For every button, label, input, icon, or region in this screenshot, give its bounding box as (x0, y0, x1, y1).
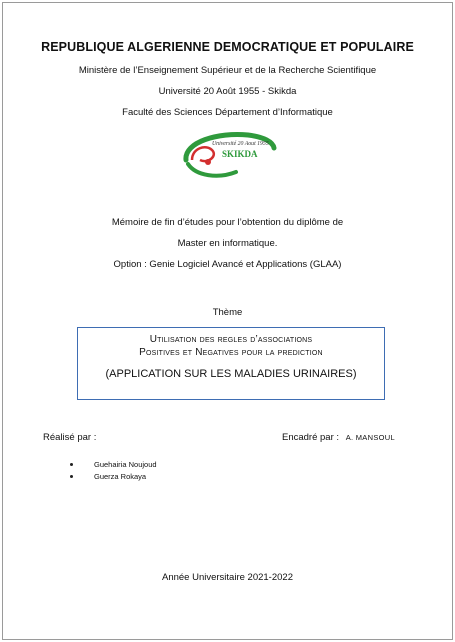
memoire-line: Mémoire de fin d’études pour l’obtention du diplôme de (111, 217, 344, 228)
theme-title-line-2: Positives et Negatives pour la prediction (139, 347, 323, 358)
theme-box (77, 327, 385, 400)
student-list (70, 459, 157, 483)
encadre-line (282, 432, 395, 443)
list-item (70, 471, 157, 482)
faculty-line: Faculté des Sciences Département d’Informatique (122, 107, 333, 118)
university-line: Université 20 Août 1955 - Skikda (158, 86, 297, 97)
supervisor-name: A. MANSOUL (345, 433, 395, 442)
academic-year: Année Universitaire 2021-2022 (162, 572, 293, 583)
bullet-icon (70, 463, 73, 466)
theme-label: Thème (212, 307, 243, 318)
theme-title-line-1: Utilisation des regles d’associations (149, 334, 313, 345)
bullet-icon (70, 475, 73, 478)
theme-title (78, 333, 384, 359)
theme-subtitle: (APPLICATION SUR LES MALADIES URINAIRES) (105, 368, 357, 380)
realise-label: Réalisé par : (43, 432, 97, 443)
option-line: Option : Genie Logiciel Avancé et Applications (GLAA) (113, 259, 342, 270)
page-border (2, 2, 453, 640)
logo-arc-text: Université 20 Aout 1955 (212, 141, 269, 147)
logo-name: SKIKDA (222, 149, 258, 159)
student-name: Guerza Rokaya (94, 472, 147, 481)
university-logo (178, 130, 278, 180)
encadre-label: Encadré par : (282, 432, 340, 443)
student-name: Guehairia Noujoud (94, 460, 157, 469)
republic-heading: REPUBLIQUE ALGERIENNE DEMOCRATIQUE ET POPULAIRE (41, 40, 414, 54)
master-line: Master en informatique. (177, 238, 278, 249)
list-item (70, 459, 157, 470)
ministry-line: Ministère de l’Enseignement Supérieur et de la Recherche Scientifique (78, 65, 377, 76)
